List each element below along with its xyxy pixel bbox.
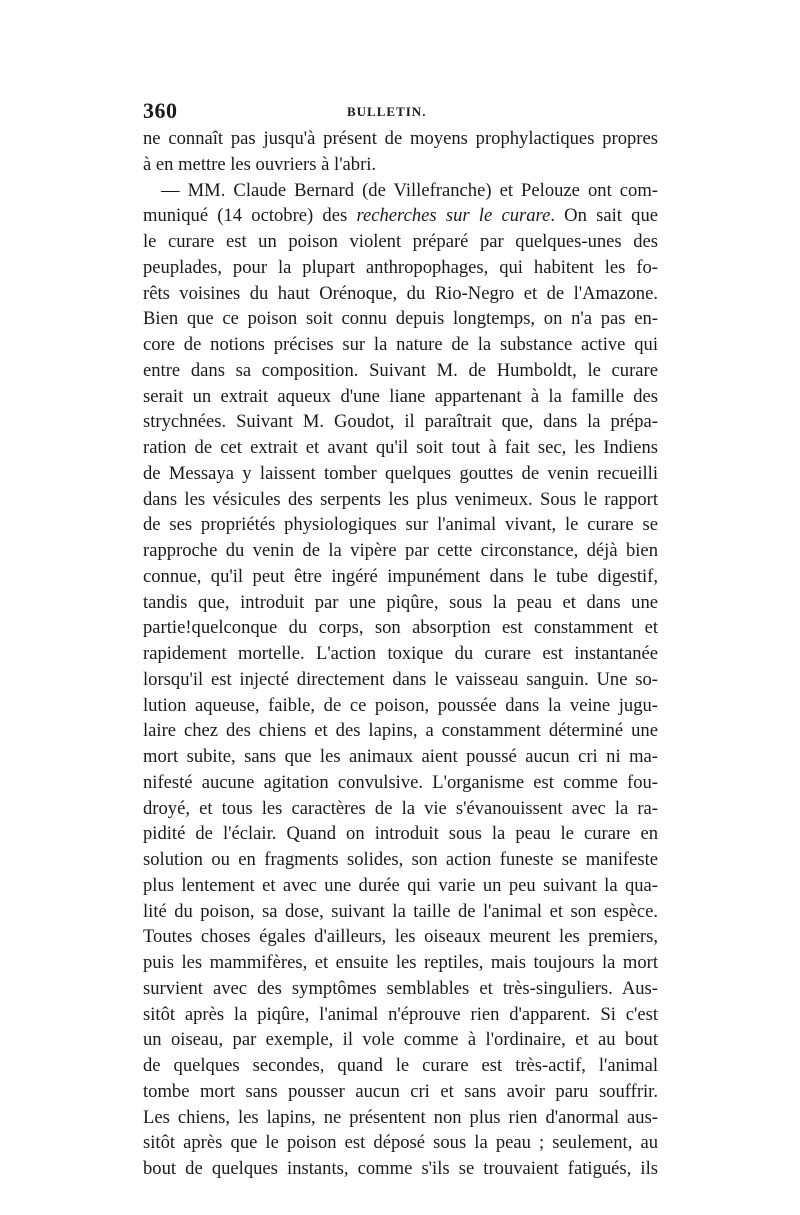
text-line: tombe mort sans pousser aucun cri et sans avoir paru souffrir.: [143, 1080, 658, 1102]
text-line: strychnées. Suivant M. Goudot, il paraîtrait que, dans la prépa-: [143, 411, 658, 433]
text-line: lorsqu'il est injecté directement dans le vaisseau sanguin. Une so-: [143, 668, 658, 690]
running-title: BULLETIN.: [347, 104, 427, 119]
text-line: mort subite, sans que les animaux aient poussé aucun cri ni ma-: [143, 746, 658, 767]
text-line: droyé, et tous les caractères de la vie s'évanouissent avec la ra-: [143, 797, 658, 819]
text-line: Les chiens, les lapins, ne présentent non plus rien d'anormal aus-: [143, 1106, 658, 1128]
text-line: connue, qu'il peut être ingéré impunément dans le tube digestif,: [143, 565, 658, 587]
text-line: peuplades, pour la plupart anthropophages, qui habitent les fo-: [143, 256, 658, 278]
text-line: serait un extrait aqueux d'une liane appartenant à la famille des: [143, 385, 658, 407]
text-line: le curare est un poison violent préparé par quelques-unes des: [143, 231, 658, 252]
text-line: lution aqueuse, faible, de ce poison, poussée dans la veine jugu-: [143, 694, 658, 716]
text-line: nifesté aucune agitation convulsive. L'organisme est comme fou-: [143, 771, 658, 793]
text-line: puis les mammifères, et ensuite les reptiles, mais toujours la mort: [143, 952, 658, 973]
text-line: solution ou en fragments solides, son action funeste se manifeste: [143, 849, 658, 870]
book-page: [143, 92, 658, 1182]
paragraph-curare-report: [143, 178, 658, 1182]
text-line: — MM. Claude Bernard (de Villefranche) et Pelouze ont com-: [161, 179, 658, 201]
text-line: dans les vésicules des serpents les plus venimeux. Sous le rapport: [143, 488, 658, 510]
text-line: lité du poison, sa dose, suivant la taille de l'animal et son espèce.: [143, 900, 658, 922]
text-line: de Messaya y laissent tomber quelques gouttes de venin recueilli: [143, 462, 658, 484]
text-line: laire chez des chiens et des lapins, a constamment déterminé une: [143, 720, 658, 742]
text-line: partie!quelconque du corps, son absorption est constamment et: [143, 617, 658, 639]
text-line: à en mettre les ouvriers à l'abri.: [143, 153, 377, 175]
text-line: survient avec des symptômes semblables et très-singuliers. Aus-: [143, 977, 658, 999]
text-line: rapidement mortelle. L'action toxique du curare est instantanée: [143, 643, 658, 664]
text-line: rapproche du venin de la vipère par cette circonstance, déjà bien: [143, 540, 658, 561]
text-line: entre dans sa composition. Suivant M. de Humboldt, le curare: [143, 359, 658, 381]
text-line: un oiseau, par exemple, il vole comme à l'ordinaire, et au bout: [143, 1029, 658, 1051]
text-line: pidité de l'éclair. Quand on introduit sous la peau le curare en: [143, 823, 658, 845]
text-line: core de notions précises sur la nature de la substance active qui: [143, 334, 658, 355]
italic-title-fragment: recherches sur le curare: [356, 205, 551, 227]
text-line: plus lentement et avec une durée qui varie un peu suivant la qua-: [143, 874, 658, 896]
text-line: Toutes choses égales d'ailleurs, les oiseaux meurent les premiers,: [143, 926, 658, 948]
text-line-with-italic: [143, 203, 658, 229]
text-line: de ses propriétés physiologiques sur l'animal vivant, le curare se: [143, 514, 658, 536]
text-fragment: . On sait que: [550, 205, 658, 227]
text-line: sitôt après la piqûre, l'animal n'éprouve rien d'apparent. Si c'est: [143, 1003, 658, 1025]
text-line: de quelques secondes, quand le curare est très-actif, l'animal: [143, 1055, 658, 1076]
text-fragment: muniqué (14 octobre) des: [143, 205, 357, 227]
paragraph-continuation: [143, 126, 658, 178]
text-line: tandis que, introduit par une piqûre, sous la peau et dans une: [143, 591, 658, 613]
running-head: [143, 92, 658, 126]
text-line: Bien que ce poison soit connu depuis longtemps, on n'a pas en-: [143, 308, 658, 330]
text-line: rêts voisines du haut Orénoque, du Rio-Negro et de l'Amazone.: [143, 282, 658, 304]
text-line: sitôt après que le poison est déposé sous la peau ; seulement, au: [143, 1132, 658, 1154]
text-line: bout de quelques instants, comme s'ils se trouvaient fatigués, ils: [143, 1158, 658, 1179]
text-line: ration de cet extrait et avant qu'il soit tout à fait sec, les Indiens: [143, 437, 658, 458]
text-line: ne connaît pas jusqu'à présent de moyens prophylactiques propres: [143, 128, 658, 149]
page-number: 360: [143, 98, 178, 123]
